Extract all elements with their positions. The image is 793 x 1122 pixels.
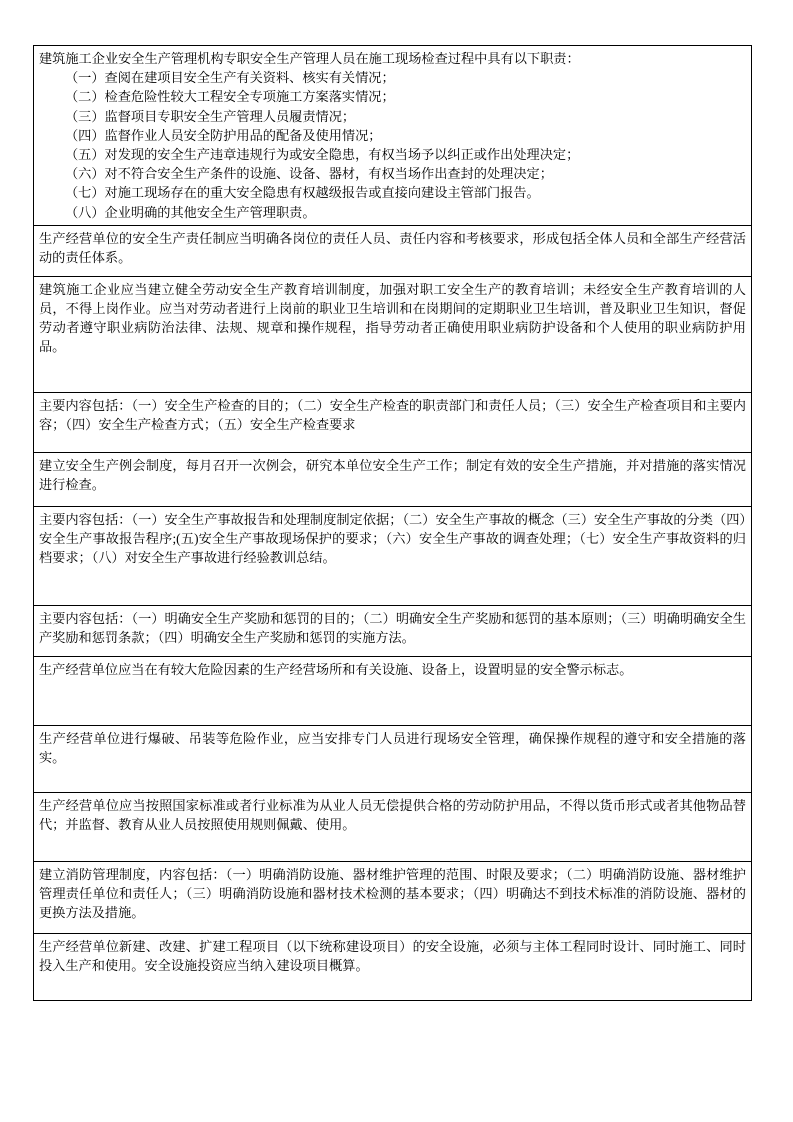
cell-responsibility-system: [34, 225, 752, 276]
paragraph: （二）检查危险性较大工程安全专项施工方案落实情况；: [65, 89, 395, 105]
cell-accident-report: [34, 506, 752, 605]
table-row: [34, 933, 752, 1000]
cell-construction-projects: [34, 933, 752, 1000]
paragraph: （一）查阅在建项目安全生产有关资料、核实有关情况；: [65, 70, 395, 86]
paragraph: 生产经营单位应当在有较大危险因素的生产经营场所和有关设施、设备上，设置明显的安全警示标志。: [39, 661, 633, 677]
regulations-table: [33, 45, 752, 1001]
paragraph: 建立消防管理制度，内容包括：（一）明确消防设施、器材维护管理的范围、时限及要求；（二）明确消防设施、器材维护管理责任单位和责任人；（三）明确消防设施和器材技术检测的基本要求；（四）明确达不到技术标准的消防设施、器材的更换方法及措施。: [39, 866, 746, 921]
paragraph: 建筑施工企业应当建立健全劳动安全生产教育培训制度，加强对职工安全生产的教育培训；未经安全生产教育培训的人员，不得上岗作业。应当对劳动者进行上岗前的职业卫生培训和在岗期间的定期职业卫生培训，普及职业卫生知识，督促劳动者遵守职业病防治法律、法规、规章和操作规程，指导劳动者正确使用职业病防护设备和个人使用的职业病防护用品。: [39, 281, 746, 355]
paragraph: （四）监督作业人员安全防护用品的配备及使用情况；: [65, 127, 382, 143]
paragraph: 建筑施工企业安全生产管理机构专职安全生产管理人员在施工现场检查过程中具有以下职责：: [39, 51, 580, 66]
table-body: [34, 46, 752, 1001]
paragraph: 主要内容包括：（一）安全生产检查的目的；（二）安全生产检查的职责部门和责任人员；（三）安全生产检查项目和主要内容；（四）安全生产检查方式；（五）安全生产检查要求: [39, 397, 746, 433]
paragraph: 生产经营单位进行爆破、吊装等危险作业，应当安排专门人员进行现场安全管理，确保操作规程的遵守和安全措施的落实。: [39, 730, 746, 766]
cell-duties: [34, 46, 752, 226]
cell-regular-meeting: [34, 452, 752, 506]
table-row: [34, 656, 752, 725]
cell-warning-signs: [34, 656, 752, 725]
table-row: [34, 792, 752, 861]
paragraph: （八）企业明确的其他安全生产管理职责。: [65, 204, 316, 220]
cell-dangerous-operations: [34, 725, 752, 792]
table-row: [34, 452, 752, 506]
paragraph: （三）监督项目专职安全生产管理人员履责情况；: [65, 108, 356, 124]
table-row: [34, 725, 752, 792]
table-row: [34, 276, 752, 392]
table-row: [34, 861, 752, 933]
cell-inspection-contents: [34, 392, 752, 452]
table-row: [34, 506, 752, 605]
table-row: [34, 605, 752, 656]
table-row: [34, 225, 752, 276]
paragraph: 建立安全生产例会制度，每月召开一次例会，研究本单位安全生产工作；制定有效的安全生产措施，并对措施的落实情况进行检查。: [39, 457, 746, 493]
cell-reward-punishment: [34, 605, 752, 656]
paragraph: （五）对发现的安全生产违章违规行为或安全隐患，有权当场予以纠正或作出处理决定；: [65, 147, 580, 163]
cell-labor-protection: [34, 792, 752, 861]
table-row: [34, 46, 752, 226]
paragraph: 生产经营单位应当按照国家标准或者行业标准为从业人员无偿提供合格的劳动防护用品，不得以货币形式或者其他物品替代；并监督、教育从业人员按照使用规则佩戴、使用。: [39, 797, 746, 833]
paragraph: （七）对施工现场存在的重大安全隐患有权越级报告或直接向建设主管部门报告。: [65, 185, 540, 201]
paragraph: 生产经营单位的安全生产责任制应当明确各岗位的责任人员、责任内容和考核要求，形成包括全体人员和全部生产经营活动的责任体系。: [39, 230, 746, 266]
cell-education-training: [34, 276, 752, 392]
paragraph: （六）对不符合安全生产条件的设施、设备、器材，有权当场作出查封的处理决定；: [65, 166, 553, 182]
paragraph: 生产经营单位新建、改建、扩建工程项目（以下统称建设项目）的安全设施，必须与主体工程同时设计、同时施工、同时投入生产和使用。安全设施投资应当纳入建设项目概算。: [39, 938, 746, 974]
cell-fire-management: [34, 861, 752, 933]
table-row: [34, 392, 752, 452]
paragraph: 主要内容包括：（一）安全生产事故报告和处理制度制定依据；（二）安全生产事故的概念（三）安全生产事故的分类（四）安全生产事故报告程序;(五)安全生产事故现场保护的要求；（六）安全生产事故的调查处理；（七）安全生产事故资料的归档要求；（八）对安全生产事故进行经验教训总结。: [39, 511, 746, 566]
paragraph: 主要内容包括：（一）明确安全生产奖励和惩罚的目的；（二）明确安全生产奖励和惩罚的基本原则；（三）明确明确安全生产奖励和惩罚条款；（四）明确安全生产奖励和惩罚的实施方法。: [39, 610, 746, 646]
